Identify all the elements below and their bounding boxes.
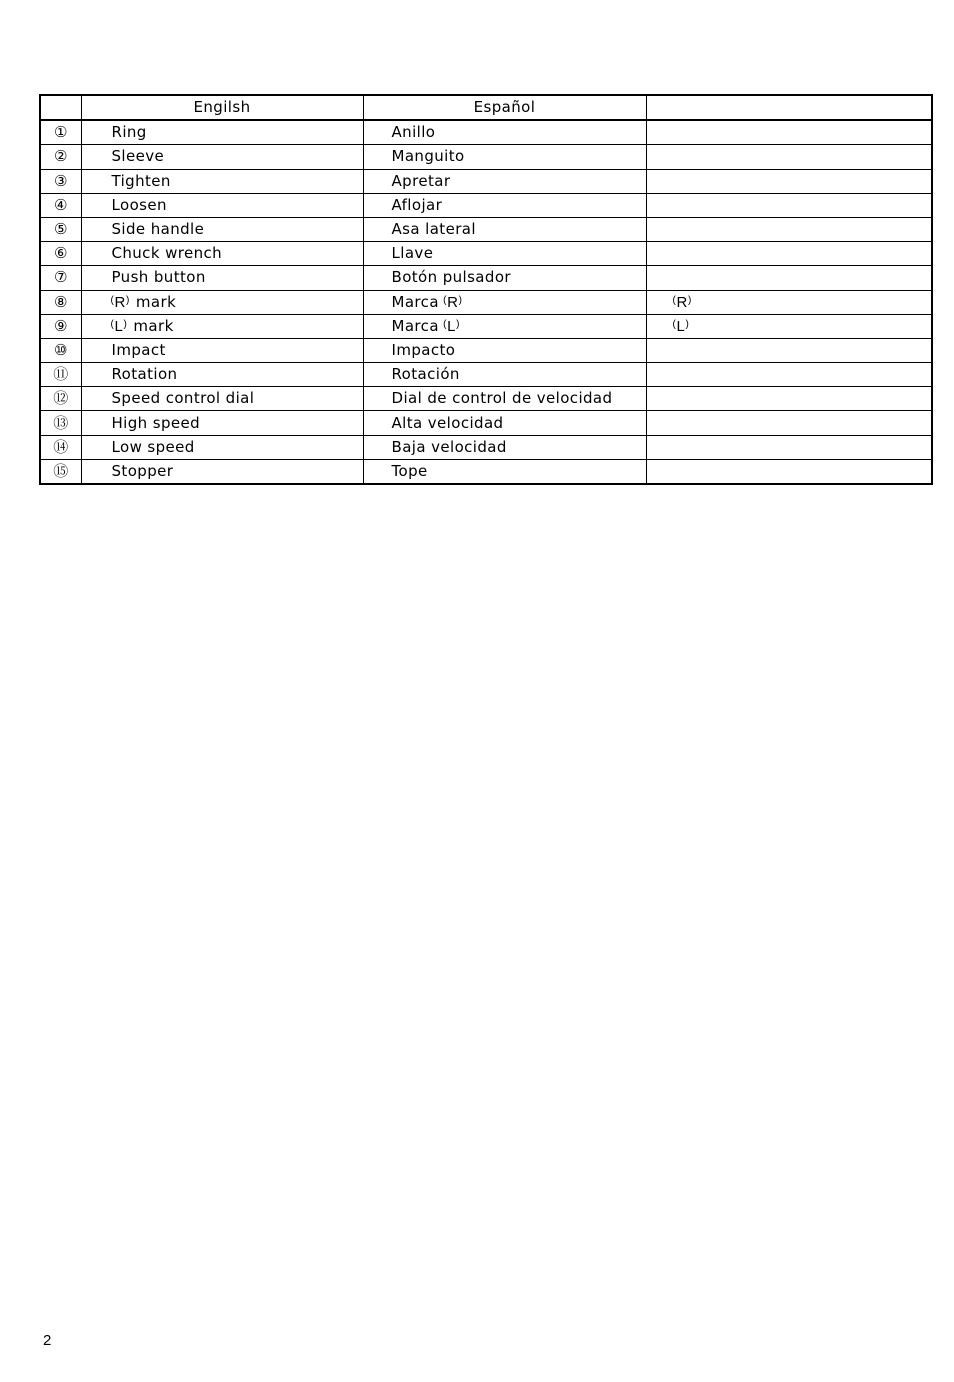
english-term: Stopper [81, 459, 363, 484]
third-language-term [646, 120, 932, 145]
spanish-mark-label: Marca [391, 292, 439, 311]
header-number-cell [40, 95, 81, 120]
spanish-term: Alta velocidad [363, 411, 646, 435]
table-row [40, 120, 932, 145]
third-language-term [646, 459, 932, 484]
english-term: Speed control dial [81, 387, 363, 411]
english-term [81, 290, 363, 314]
table-row [40, 290, 932, 314]
row-number: ⑩ [40, 338, 81, 362]
english-term: Rotation [81, 363, 363, 387]
header-spanish: Español [363, 95, 646, 120]
table-row [40, 363, 932, 387]
table-row [40, 435, 932, 459]
third-language-term [646, 363, 932, 387]
english-term: Loosen [81, 193, 363, 217]
english-mark-label: mark [133, 316, 174, 335]
english-term: Ring [81, 120, 363, 145]
row-number: ⑥ [40, 242, 81, 266]
row-number: ⑤ [40, 217, 81, 241]
l-rotation-mark-icon: ( L ) [674, 319, 689, 334]
english-term: Chuck wrench [81, 242, 363, 266]
third-language-term [646, 242, 932, 266]
spanish-term: Rotación [363, 363, 646, 387]
row-number: ⑪ [40, 363, 81, 387]
table-row [40, 338, 932, 362]
row-number: ③ [40, 169, 81, 193]
row-number: ⑦ [40, 266, 81, 290]
spanish-term: Aflojar [363, 193, 646, 217]
table-row [40, 169, 932, 193]
english-term [81, 314, 363, 338]
english-term: Sleeve [81, 145, 363, 169]
english-term: Tighten [81, 169, 363, 193]
table-header-row [40, 95, 932, 120]
table-row [40, 145, 932, 169]
header-third-language [646, 95, 932, 120]
third-language-term [646, 266, 932, 290]
english-term: Push button [81, 266, 363, 290]
english-term: Side handle [81, 217, 363, 241]
third-language-term [646, 169, 932, 193]
spanish-term [363, 314, 646, 338]
third-language-term [646, 217, 932, 241]
spanish-term [363, 290, 646, 314]
third-language-term [646, 387, 932, 411]
row-number: ⑭ [40, 435, 81, 459]
table-row [40, 242, 932, 266]
spanish-term: Apretar [363, 169, 646, 193]
table-row [40, 193, 932, 217]
third-language-term [646, 290, 932, 314]
spanish-term: Impacto [363, 338, 646, 362]
third-language-term [646, 145, 932, 169]
row-number: ⑧ [40, 290, 81, 314]
spanish-term: Asa lateral [363, 217, 646, 241]
third-language-term [646, 314, 932, 338]
parts-name-table [39, 94, 933, 485]
third-language-term [646, 435, 932, 459]
spanish-term: Anillo [363, 120, 646, 145]
spanish-term: Tope [363, 459, 646, 484]
english-term: Low speed [81, 435, 363, 459]
table-row [40, 387, 932, 411]
l-rotation-mark-icon: ( L ) [444, 319, 459, 334]
english-mark-label: mark [135, 292, 177, 311]
r-rotation-mark-icon: ( R ) [674, 295, 691, 310]
row-number: ⑨ [40, 314, 81, 338]
table-row [40, 314, 932, 338]
table-row [40, 459, 932, 484]
spanish-term: Dial de control de velocidad [363, 387, 646, 411]
spanish-term: Baja velocidad [363, 435, 646, 459]
spanish-mark-label: Marca [391, 316, 439, 335]
r-rotation-mark-icon: ( R ) [444, 295, 461, 310]
row-number: ⑫ [40, 387, 81, 411]
table-row [40, 411, 932, 435]
third-language-term [646, 411, 932, 435]
table-row [40, 266, 932, 290]
spanish-term: Llave [363, 242, 646, 266]
page-number: 2 [43, 1332, 52, 1349]
english-term: Impact [81, 338, 363, 362]
third-language-term [646, 193, 932, 217]
spanish-term: Botón pulsador [363, 266, 646, 290]
r-rotation-mark-icon: ( R ) [112, 295, 129, 310]
row-number: ① [40, 120, 81, 145]
spanish-term: Manguito [363, 145, 646, 169]
row-number: ② [40, 145, 81, 169]
english-term: High speed [81, 411, 363, 435]
third-language-term [646, 338, 932, 362]
header-english: Engilsh [81, 95, 363, 120]
row-number: ④ [40, 193, 81, 217]
table-row [40, 217, 932, 241]
l-rotation-mark-icon: ( L ) [112, 319, 127, 334]
row-number: ⑬ [40, 411, 81, 435]
row-number: ⑮ [40, 459, 81, 484]
